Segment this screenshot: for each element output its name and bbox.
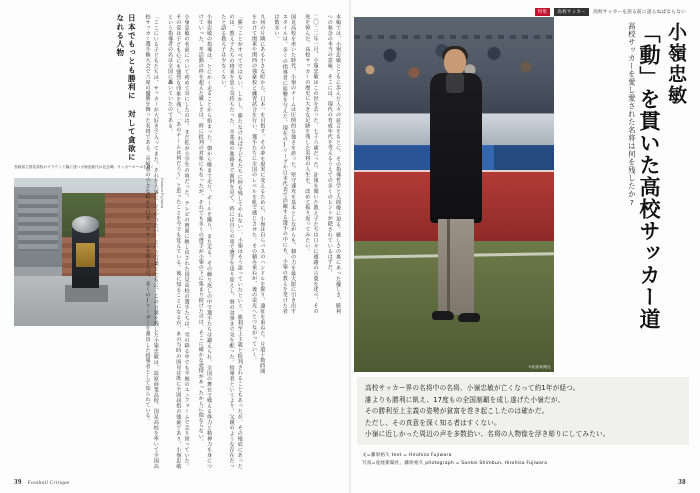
lead-line-5: 小嶺に近しかった周辺の声を多数拾い、名将の人物像を浮き彫りにしてみたい。 xyxy=(365,430,610,439)
photo-building xyxy=(14,187,62,267)
article-subhead: 日本でもっとも勝利に 対して貪欲になれる人物 xyxy=(115,14,137,162)
running-head-text: 高校サッカーを語る前に語らねばならない xyxy=(593,9,686,15)
body-column-4: 「勝つことがすべてではない。しかし、勝たなければ子どもたちに何も残してやれない」。小嶺はそう語っていたという。勝利至上主義と批判されることもあったが、その根底にあったのは、教え子たちの将来を思う気持ちだった。卒業後の進路まで面倒を見て、時には自らの車で選手を送り迎えし、寮の食事まで気を配った。指導者というより、父親のような存在だったと語る教え子は少なくない。 xyxy=(220,14,243,469)
lead-paragraph xyxy=(357,377,689,445)
lead-line-4: ただし、その真意を深く知る者はすくない。 xyxy=(365,418,501,427)
figure-coat xyxy=(430,73,482,223)
lead-line-1: 高校サッカー界の名将中の名将、小嶺忠敏が亡くなって約1年が経つ。 xyxy=(365,384,580,392)
folio-right xyxy=(678,478,686,486)
figure-head xyxy=(444,49,466,75)
headline-main: 「動」を貫いた高校サッカー道 xyxy=(637,22,662,330)
figure-shoe-right xyxy=(458,313,480,322)
headline-subtitle: 高校サッカーを愛し愛された名将は何を残したか? xyxy=(627,22,637,208)
figure-scarf xyxy=(446,73,464,93)
body-column-3: 小嶺忠敏の指導は、とにかく走ることから始まった。朝から晩まで走り、ボールを蹴り、また走る。その繰り返しの中で選手たちは鍛えられ、全国の舞台で戦える体力と精神力を身につけていった。부活動の枠を超えた厳しさは、時に批判の対象にもなったが、それでも多くの選手が小嶺の下に集まり続けたのは、そこに確かな愛情があったからに他ならない。 xyxy=(197,14,212,469)
headline-block xyxy=(621,22,690,352)
credit-writer: 文=藤原裕久 text = Hirohisa Fujiwara xyxy=(362,453,452,458)
body-column-2: 小嶺忠敏の名前について初めて耳にしたのは、まだ私が小学生の頃だった。テレビの画面に映し出された国見高校の選手たちは、雪の降る中でも半袖のユニフォームで走り回っていた。その姿は子ども心にも強烈な印象を残し、「あのチームは何だろう」と思ったことを今でも覚えている。後に知ることになるが、あの当時の国見は既に全国屈指の強豪であり、小嶺忠敏という指導者の名は全国に轟いていたのである。 xyxy=(167,14,190,469)
lead-line-3: その勝利至上主義の姿勢が貧富を巻き起こしたのは確かだ。 xyxy=(365,407,549,416)
body-column-5: 九州の片隅にある小さな町から、日本一を目指す。その夢を現実に変えるために、小嶺は自らバスのハンドルを握り、遠征を重ねた。片道十数時間をかけて関東や関西の強豪校と練習試合を行い、選手たちに全国のレベルを肌で感じさせた。その積み重ねが、後の栄光へとつながっていく。 xyxy=(251,14,266,374)
photo-bronze-plate xyxy=(76,243,94,267)
headline-subject-name: 小嶺忠敏 xyxy=(665,22,687,106)
coach-figure xyxy=(430,49,488,349)
folio-left-number: 39 xyxy=(14,478,22,486)
main-photo xyxy=(354,17,554,372)
left-photo-credit: Hirokoa Fujiwara xyxy=(160,178,164,209)
left-page-columns xyxy=(114,14,342,474)
figure-shoe-left xyxy=(432,311,454,320)
figure-leg-split xyxy=(447,219,450,315)
figure-trousers xyxy=(438,219,474,315)
running-head-tag-2: 高校サッカー xyxy=(554,8,589,16)
body-column-1: 「ここにいる子どもたちは、サッカーが大好きで入ってきた。それを大事にしてやりたい」という言葉とともに、この言葉を残した小嶺忠敏は、島原商業高校、国見高校を率いて全国高校サッカー選手権大会で六度の優勝を飾った名将である。長崎県の小さな町から日本一のチームを作り上げ、多くのJリーガーを輩出した指導者として知られている。 xyxy=(144,14,159,469)
credit-photo: 写真=産経新聞社、藤原裕久 photograph = Sankei Shimbun, Hirohisa Fujiwara xyxy=(362,461,548,467)
body-column-7: 二〇二二年一月、小嶺忠敏はこの世を去った。七十六歳だった。訃報を聞いた教え子たちは口々に感謝の言葉を述べ、その死を悼んだ。高校サッカーの歴史に大きな足跡を残した名将の人生を、改めて振り返ってみたい。 xyxy=(304,14,319,314)
folio-right-number: 38 xyxy=(678,478,686,486)
soccer-ball-sculpture-icon xyxy=(72,216,99,232)
lead-line-2: 誰よりも勝利に飢え、17度もの全国制覇を成し遂げた小嶺だが、 xyxy=(365,395,565,404)
right-page xyxy=(350,0,700,493)
folio-left-title: Football Critique xyxy=(27,481,70,486)
page-gutter xyxy=(349,0,351,493)
folio-left xyxy=(14,478,70,486)
running-head-tag: 特集 xyxy=(535,8,551,16)
monument-caption: 長崎県立国見高校のグラウンド脇に建つ小嶺忠敏氏の記念碑。サッカーボールを戴く xyxy=(14,165,154,169)
main-photo-credit: ©産経新聞社 xyxy=(528,365,551,369)
body-column-8: 本稿では、小嶺忠敏とともに歩んだ人々の証言をもとに、その指導哲学と人間像に迫る。厳しさの裏にあった優しさ、勝利への執念の本当の意味。そこには、現代の育成年代を考えるうえでの多くのヒントが隠されているはずだ。 xyxy=(326,14,341,314)
credits xyxy=(362,452,547,469)
running-head xyxy=(535,8,686,16)
body-column-6: 国見高校を率いた時代、小嶺のチームは圧倒的な強さを誇った。堅守速攻を基本としながらも、個の力を最大限に引き出すスタイルは、多くの指導者に影響を与えた。現在のJリーグや日本代表で活躍する選手の中にも、小嶺の教えを受けた者は数多い。 xyxy=(273,14,296,314)
